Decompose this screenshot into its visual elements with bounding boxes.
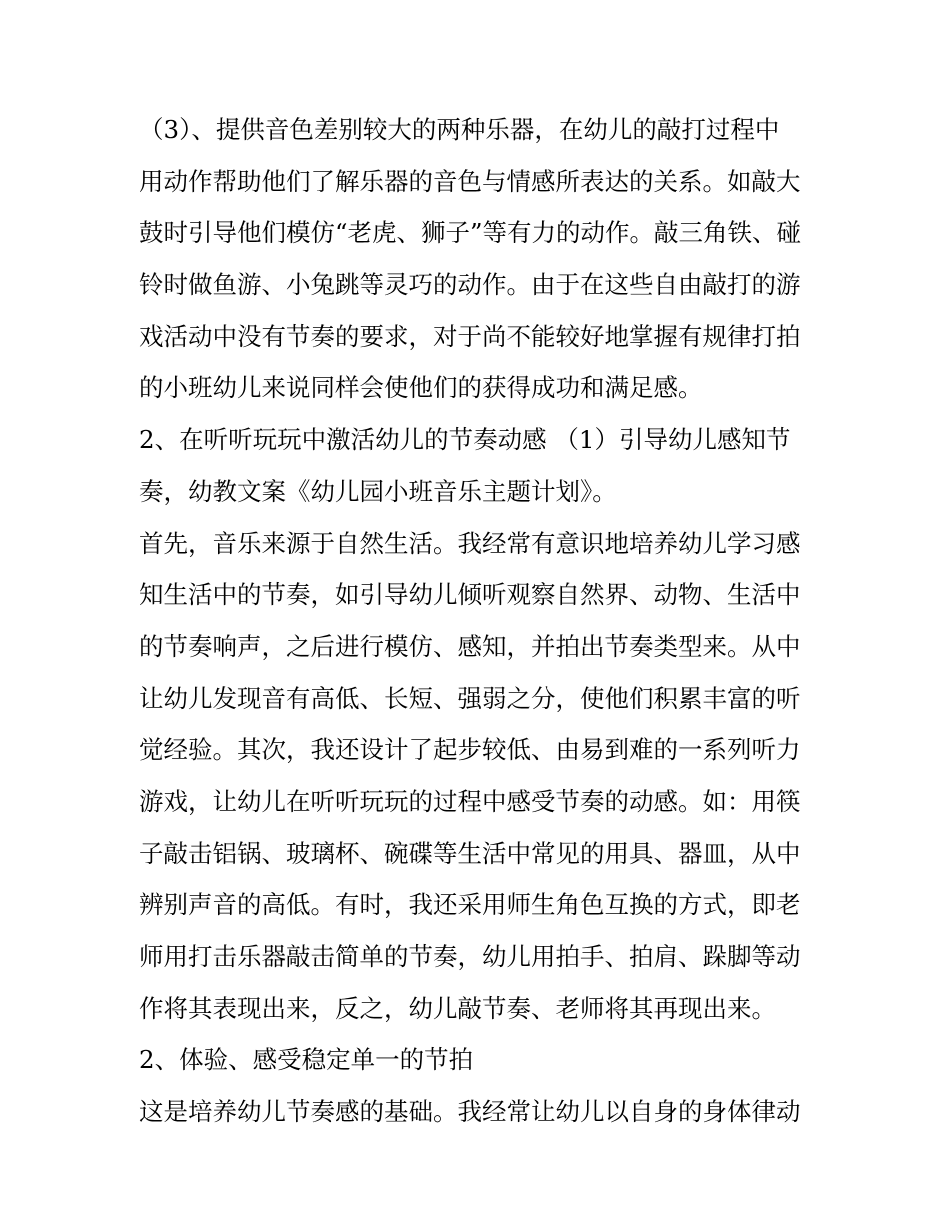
text-line: 师用打击乐器敲击简单的节奏，幼儿用拍手、拍肩、跺脚等动 bbox=[139, 942, 801, 971]
text-line: （3）、提供音色差别较大的两种乐器，在幼儿的敲打过程中 bbox=[139, 115, 780, 144]
text-line: 戏活动中没有节奏的要求，对于尚不能较好地掌握有规律打拍 bbox=[139, 321, 801, 351]
text-line: 铃时做鱼游、小兔跳等灵巧的动作。由于在这些自由敲打的游 bbox=[139, 270, 801, 300]
text-line: 作将其表现出来，反之，幼儿敲节奏、老师将其再现出来。 bbox=[139, 993, 776, 1023]
document-body bbox=[139, 104, 819, 1138]
text-line: 游戏，让幼儿在听听玩玩的过程中感受节奏的动感。如：用筷 bbox=[139, 786, 801, 816]
text-line: 子敲击铝锅、玻璃杯、碗碟等生活中常见的用具、器皿，从中 bbox=[139, 838, 801, 868]
text-line: 的节奏响声，之后进行模仿、感知，并拍出节奏类型来。从中 bbox=[139, 631, 801, 661]
text-line: 觉经验。其次，我还设计了起步较低、由易到难的一系列听力 bbox=[139, 735, 801, 765]
section-heading-line: 2、在听听玩玩中激活幼儿的节奏动感 （1）引导幼儿感知节 bbox=[139, 425, 791, 455]
section-heading-line: 2、体验、感受稳定单一的节拍 bbox=[139, 1045, 474, 1075]
text-line: 鼓时引导他们模仿“老虎、狮子”等有力的动作。敲三角铁、碰 bbox=[139, 218, 802, 248]
text-line: 的小班幼儿来说同样会使他们的获得成功和满足感。 bbox=[139, 373, 703, 403]
text-line: 辨别声音的高低。有时，我还采用师生角色互换的方式，即老 bbox=[139, 890, 801, 920]
text-line: 让幼儿发现音有高低、长短、强弱之分，使他们积累丰富的听 bbox=[139, 683, 801, 713]
text-line: 首先，音乐来源于自然生活。我经常有意识地培养幼儿学习感 bbox=[139, 528, 801, 558]
text-line: 知生活中的节奏，如引导幼儿倾听观察自然界、动物、生活中 bbox=[139, 580, 801, 610]
text-line: 奏，幼教文案《幼儿园小班音乐主题计划》。 bbox=[139, 476, 617, 506]
text-line: 这是培养幼儿节奏感的基础。我经常让幼儿以自身的身体律动 bbox=[139, 1097, 801, 1127]
text-line: 用动作帮助他们了解乐器的音色与情感所表达的关系。如敲大 bbox=[139, 166, 801, 196]
